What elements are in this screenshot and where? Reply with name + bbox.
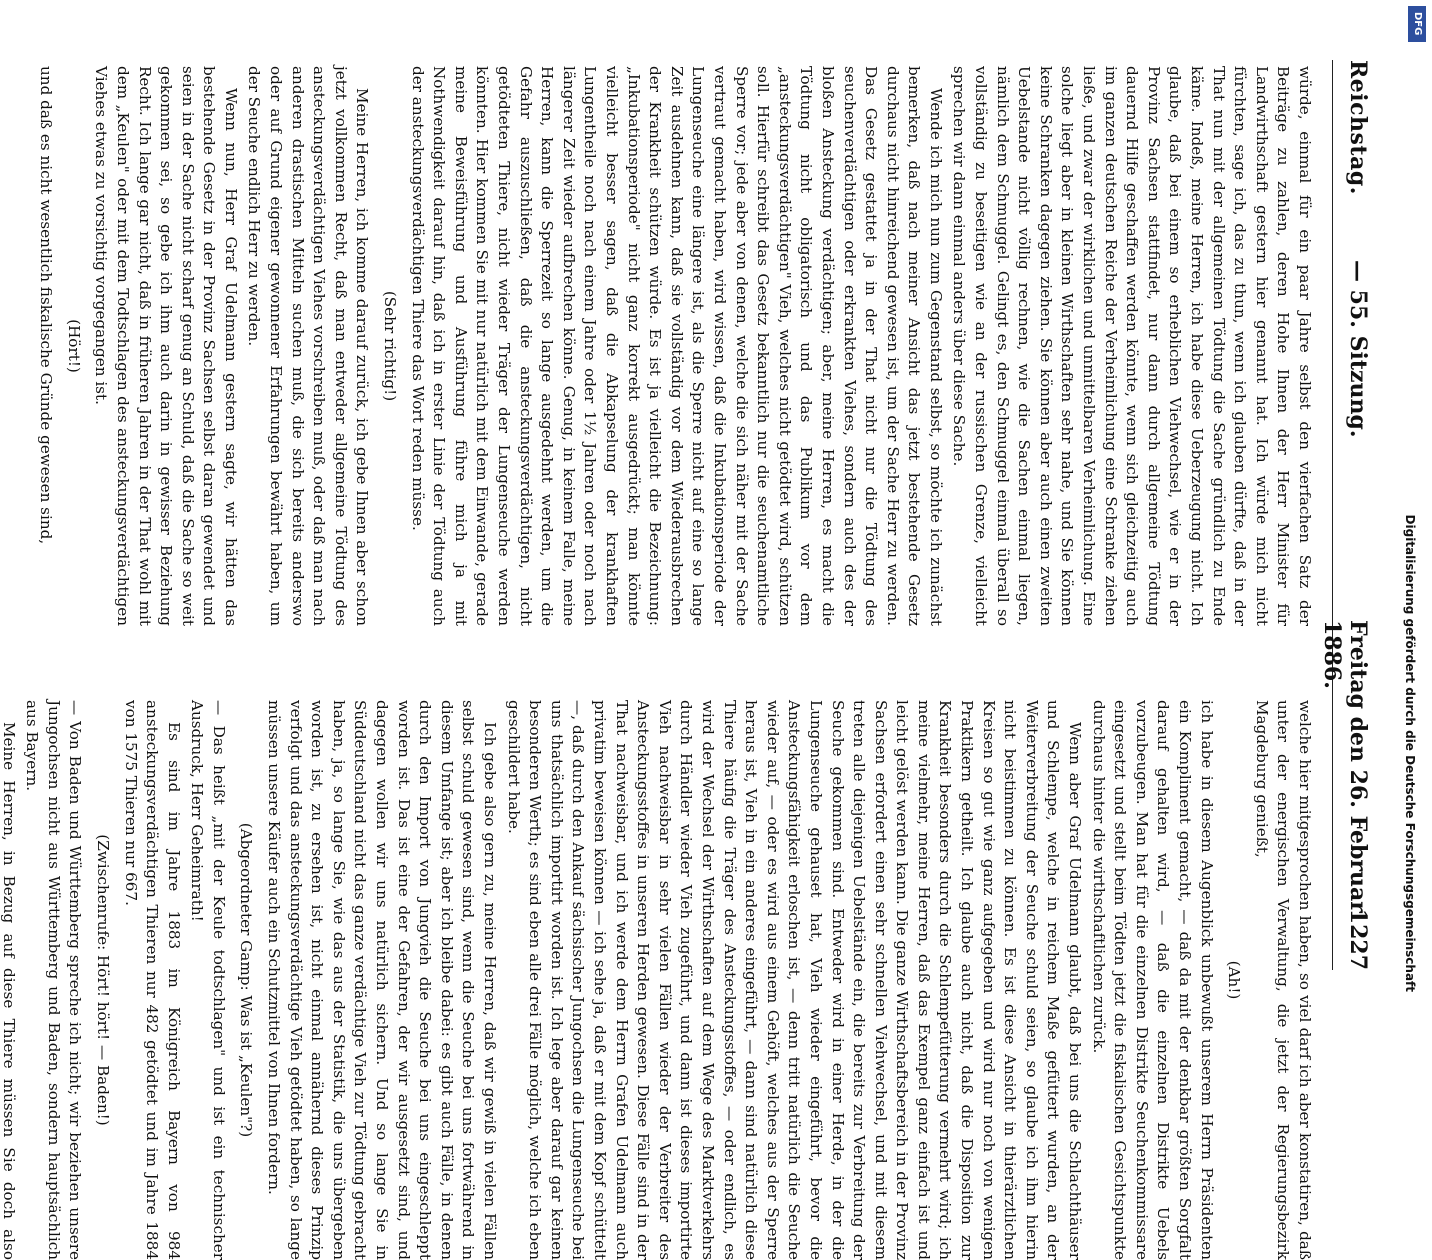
- text-column-left: [37, 66, 1315, 626]
- paragraph: (Ah!): [1225, 960, 1244, 1000]
- header-publication: Reichstag.: [1345, 60, 1371, 195]
- page-header: [1319, 60, 1377, 970]
- paragraph: — Von Baden und Württemberg spreche ich nicht; wir beziehen unsere Jungochsen nicht aus Württemberg und Baden, sondern hauptsächlich aus Bayern.: [23, 700, 85, 1260]
- paragraph: würde, einmal für ein paar Jahre selbst den vierfachen Satz der Beiträge zu zahlen, deren Hohe Ihnen der Herr Minister für Landwirthschaft gestern hier genannt hat. Ich würde mich nicht fürchten, sage ich, das zu thun, wenn ich glauben dürfte, daß in der That nun mit der allgemeinen Tödtung die Sache gründlich zu Ende käme. Indeß, meine Herren, ich habe diese Ueberzeugung nicht. Ich glaube, daß bei einem so erheblichen Viehwechsel, wie er in der Provinz Sachsen stattfindet, nur dann durch allgemeine Tödtung dauernd Hilfe geschaffen werden könnte, wenn sich gleichzeitig auch im ganzen deutschen Reiche der Verheimlichung eine Schranke ziehen ließe, und zwar der wirklichen und unmittelbaren Verheimlichung. Eine solche liegt aber in kleinen Wirthschaften sehr nahe, und Sie können keine Schranken dagegen ziehen. Sie können aber auch einen zweiten Uebelstande nicht völlig rechnen, wie die Sachen einmal liegen, nämlich dem Schmuggel. Gelingt es, den Schmuggel einmal überall so vollständig zu beseitigen wie an der russischen Grenze, vielleicht sprechen wir dann einmal anders über diese Sache.: [950, 66, 1314, 626]
- paragraph: (Zwischenrufe: Hört! hört! — Baden!): [93, 834, 112, 1126]
- paragraph: und daß es nicht wesentlich fiskalische Gründe gewesen sind,: [37, 66, 56, 545]
- paragraph: Wenn aber Graf Udelmann glaubt, daß bei uns die Schlachthäuser und Schlempe, welche in reichem Maße gefüttert wurden, an der Weiterverbreitung der Seuche schuld seien, so glaube ich ihm hierin nicht beistimmen zu können. Es ist diese Ansicht in thierärztlichen Kreisen so gut wie ganz aufgegeben und wird nur noch von wenigen Praktikern getheilt. Ich glaube auch nicht, daß die Disposition zur Krankheit besonders durch die Schlempefütterung vermehrt wird; ich meine vielmehr, meine Herren, daß das Exempel ganz einfach ist und leicht gelöst werden kann. Die ganze Wirthschaftsbereich in der Provinz Sachsen erfordert einen sehr schnellen Viehwechsel, und mit diesem treten alle diejenigen Uebelstände ein, die bereits zur Verbreitung der Seuche gekommen sind. Entweder wird in einer Herde, in der die Lungenseuche gehauset hat, Vieh wieder eingeführt, bevor die Ansteckungsfähigkeit erloschen ist, — denn tritt natürlich die Seuche wieder auf, — oder es wird aus einem Gehöft, welches aus der Sperre heraus ist, Vieh in ein anderes eingeführt, — dann sind natürlich diese Thiere häufig die Träger des Ansteckungsstoffes, — oder endlich, es wird der Wechsel der Wirthschaften auf dem Wege des Marktverkehrs durch Händler wieder Vieh zugeführt, und dann ist dieses importirte Vieh nachweisbar in sehr vielen Fällen wieder der Verbreiter des Ansteckungsstoffes in unseren Herden gewesen. Diese Fälle sind in der That nachweisbar, und ich werde dem Herrn Grafen Udelmann auch privatim beweisen können — ich sehe ja, daß er mit dem Kopf schüttelt —, daß durch den Ankauf sächsischer Jungochsen die Lungenseuche bei uns thatsächlich importirt worden ist. Ich lege aber darauf gar keinen besonderen Werth; es sind eben alle drei Fälle möglich, welche ich eben geschildert habe.: [504, 700, 1085, 1260]
- paragraph: ich habe in diesem Augenblick unbewußt unserem Herrn Präsidenten ein Kompliment gemacht, — daß da mit der denkbar größten Sorgfalt darauf gehalten wird, — daß die einzelnen Distrikte Uebels vorzubeugen. Man hat für die einzelnen Distrikte Seuchenkommissare eingesetzt und stellt beim Tödten jetzt die fiskalischen Gesichtspunkte durchaus hinter die wirthschaftlichen zurück.: [1089, 700, 1216, 1260]
- paragraph: Ich gebe also gern zu, meine Herren, daß wir gewiß in vielen Fällen selbst schuld gewesen sind, wenn die Seuche bei uns fortwährend in diesem Umfange ist; aber ich bleibe dabei: es gibt auch Fälle, in denen durch den Import von Jungvieh die Seuche bei uns eingeschleppt worden ist. Das ist eine der Gefahren, der wir ausgesetzt sind, und dagegen wollen wir uns natürlich sichern. Und so lange Sie in Süddeutschland nicht das ganze verdächtige Vieh zur Tödtung gebracht haben, ja, so lange Sie, wie das aus der Statistik, die uns übergeben worden ist, zu ersehen ist, nicht einmal annähernd dieses Prinzip verfolgt und das ansteckungsverdächtige Vieh getödtet haben, so lange müssen unsere Käufer auch ein Schutzmittel von Ihnen fordern.: [265, 700, 500, 1260]
- header-session: — 55. Sitzung.: [1345, 260, 1371, 438]
- digitization-credit: [1402, 0, 1430, 1000]
- paragraph: Meine Herren, in Bezug auf diese Thiere müssen Sie doch also: [0, 722, 18, 1260]
- paragraph: (Sehr richtig!): [381, 290, 400, 402]
- dfg-logo: DFG: [1408, 6, 1426, 42]
- credit-text: Digitalisierung gefördert durch die Deutsche Forschungsgemeinschaft: [1403, 514, 1417, 992]
- paragraph: (Hört!): [64, 319, 83, 373]
- paragraph: Wende ich mich nun zum Gegenstand selbst, so möchte ich zunächst bemerken, daß nach meiner Ansicht das jetzt bestehende Gesetz durchaus nicht hinreichend gewesen ist, um der Sache Herr zu werden. Das Gesetz gestattet ja in der That nicht nur die Tödtung des seuchenverdächtigen oder erkrankten Viehes, sondern auch des der bloßen Ansteckung verdächtigen; aber, meine Herren, es macht die Tödtung nicht obligatorisch und das Publikum vor dem „ansteckungsverdächtigen" Vieh, welches nicht getödtet wird, schützen soll. Hierfür schreibt das Gesetz bekanntlich nur die seuchenamtliche Sperre vor; jede aber von denen, welche die sich näher mit der Sache vertraut gemacht haben, wird wissen, daß die Inkubationsperiode der Lungenseuche eine längere ist, als die Sperre nicht auf eine so lange Zeit ausdehnen kann, daß sie vollständig vor dem Wiederausbrechen der Krankheit schützen würde. Es ist ja vielleicht die Bezeichnung: „Inkubationsperiode" nicht ganz korrekt ausgedrückt; man könnte vielleicht besser sagen, daß die Abkapselung der krankhaften Lungentheile noch nach einem Jahre oder 1½ Jahren oder noch nach längerer Zeit wieder aufbrechen könne. Genug, in keinem Falle, meine Herren, kann die Sperrezeit so lange ausgedehnt werden, um die Gefahr auszuschließen, daß die ansteckungsverdächtigen, nicht getödteten Thiere, nicht wieder Träger der Lungenseuche werden könnten. Hier kommen Sie mit nur natürlich mit dem Einwande, gerade meine Beweisführung und Ausführung führe mich ja mit Nothwendigkeit darauf hin, daß ich in erster Linie der Tödtung auch der ansteckungsverdächtigen Thiere das Wort reden müsse.: [408, 66, 945, 626]
- header-date: Freitag den 26. Februar 1886.: [1319, 620, 1371, 913]
- paragraph: (Abgeordneter Gamp: Was ist „Keulen"?): [237, 822, 256, 1138]
- text-column-right: [0, 700, 1315, 1260]
- paragraph: Wenn nun, Herr Graf Udelmann gestern sagte, wir hätten das bestehende Gesetz in der Provinz Sachsen selbst daran gewendet und seien in der Sache nicht scharf genug an Schuld, daß die Sache so weit gekommen sei, so gebe ich ihm auch darin in gewisser Beziehung Recht. Ich lange gar nicht, daß in früheren Jahren in der That wohl mit dem „Keulen" oder mit dem Todtschlagen des ansteckungsverdächtigen Viehes etwas zu vorsichtig vorgegangen ist.: [92, 66, 240, 626]
- page-number: 1227: [1345, 908, 1371, 970]
- paragraph: Meine Herren, ich komme darauf zurück, ich gebe Ihnen aber schon jetzt vollkommen Recht, daß man entweder allgemeine Tödtung des ansteckungsverdächtigen Viehes vorschreiben muß, oder daß man nach anderen drastischen Mitteln suchen muß, die sich bereits anderswo oder auf Grund eigener gewonnener Erfahrungen bewährt haben, um der Seuche endlich Herr zu werden.: [245, 66, 372, 626]
- paragraph: Es sind im Jahre 1883 im Königreich Bayern von 984 ansteckungsverdächtigen Thieren nur 482 getödtet und im Jahre 1884 von 1575 Thieren nur 667.: [121, 700, 183, 1260]
- paragraph: welche hier mitgesprochen haben, so viel darf ich aber konstatiren, daß unter der energischen Verwaltung, die jetzt der Regierungsbezirk Magdeburg genießt,: [1252, 700, 1314, 1260]
- paragraph: — Das heißt „mit der Keule todtschlagen" und ist ein technischer Ausdruck, Herr Geheimrath!: [188, 700, 228, 1260]
